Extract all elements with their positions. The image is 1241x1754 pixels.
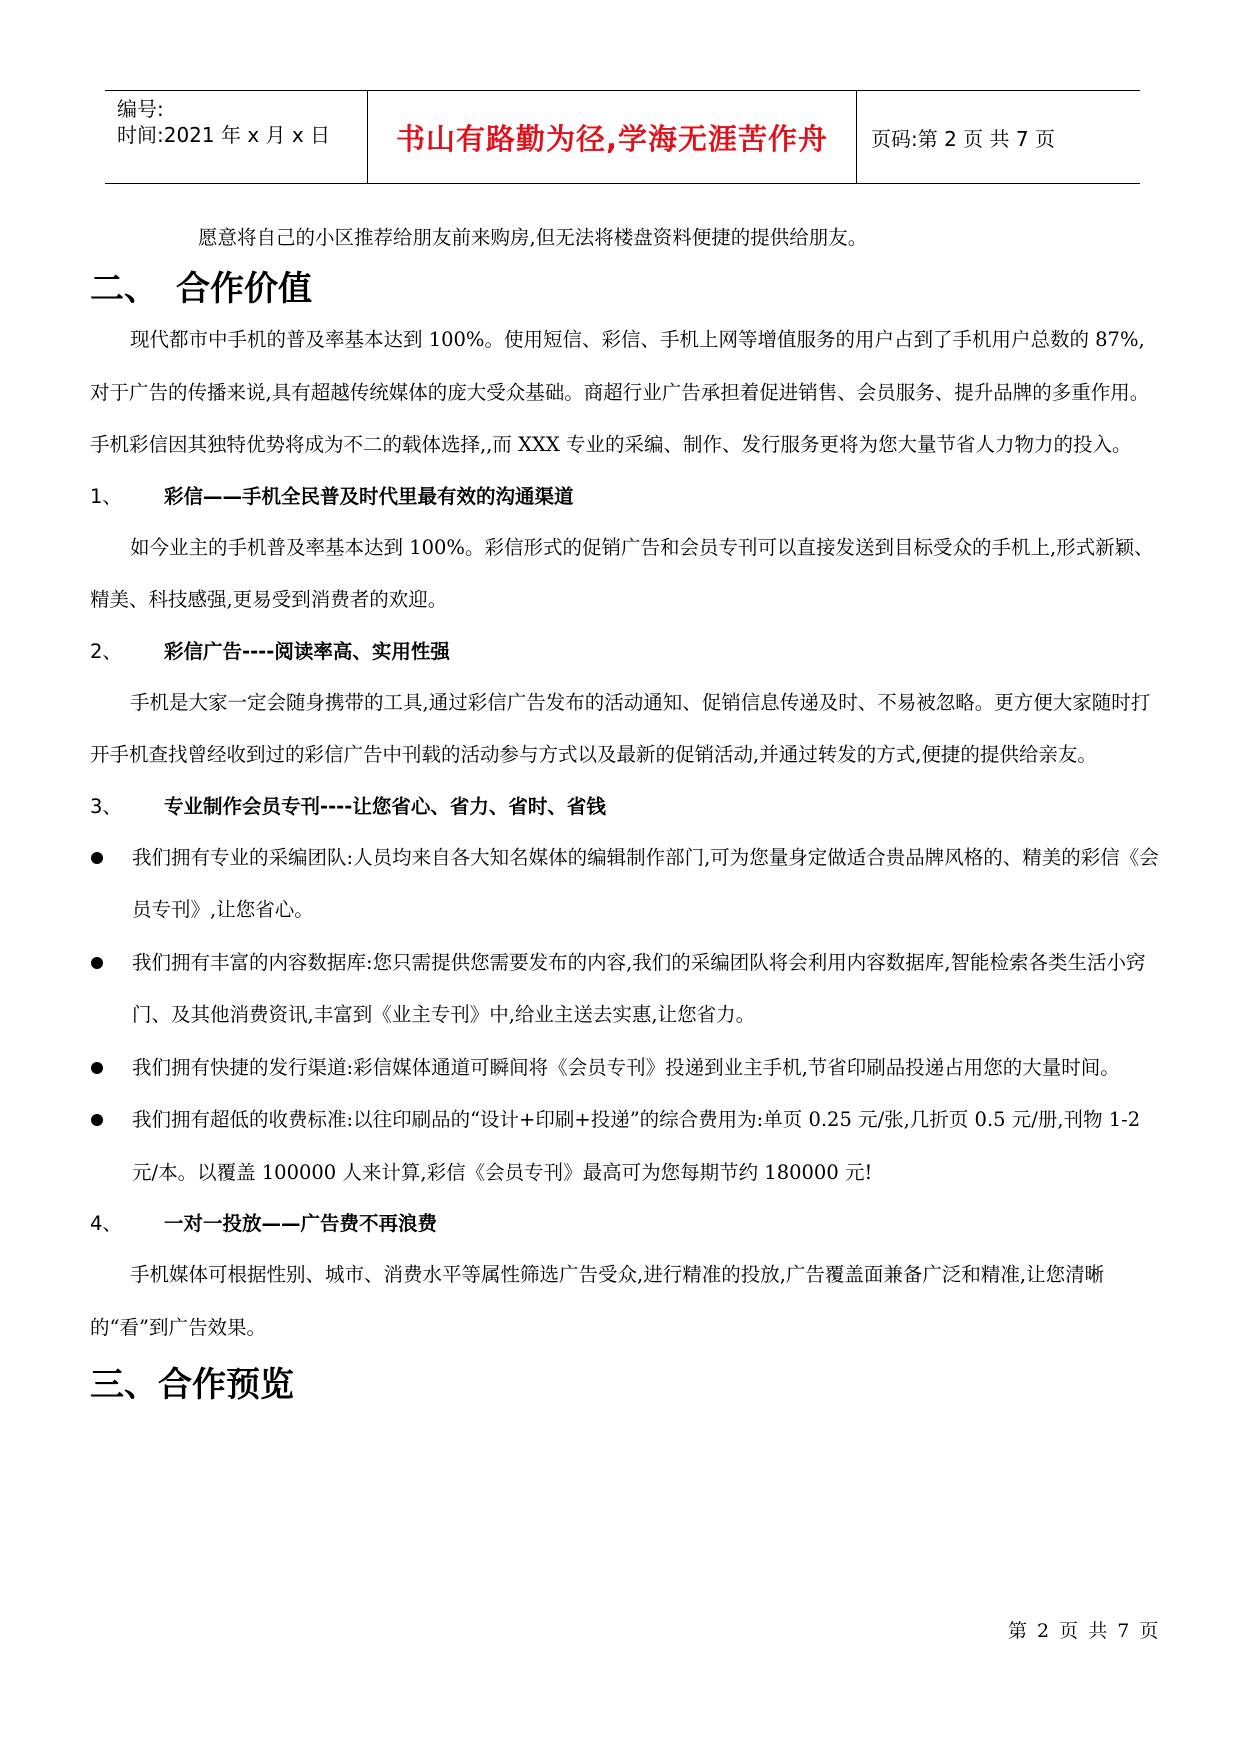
bullet-text: 我们拥有丰富的内容数据库:您只需提供您需要发布的内容,我们的采编团队将会利用内容数据库,智能检索各类生活小窍门、及其他消费资讯,丰富到《业主专刊》中,给业主送去实惠,让您省力。 bbox=[132, 950, 1146, 1026]
page-footer: 第 2 页 共 7 页 bbox=[1008, 1620, 1161, 1642]
header-motto-cell bbox=[368, 91, 857, 183]
subsection-heading bbox=[90, 782, 1160, 832]
header-page-cell bbox=[857, 91, 1140, 183]
page-header bbox=[105, 90, 1140, 184]
section-2-number: 二、 bbox=[90, 269, 158, 309]
subsection-paragraph: 如今业主的手机普及率基本达到 100%。彩信形式的促销广告和会员专刊可以直接发送到目标受众的手机上,形式新颖、精美、科技感强,更易受到消费者的欢迎。 bbox=[90, 535, 1154, 611]
bullet-text: 我们拥有专业的采编团队:人员均来自各大知名媒体的编辑制作部门,可为您量身定做适合贵品牌风格的、精美的彩信《会员专刊》,让您省心。 bbox=[132, 845, 1159, 921]
bullet-text: 我们拥有超低的收费标准:以往印刷品的“设计+印刷+投递”的综合费用为:单页 0.25 元/张,几折页 0.5 元/册,刊物 1-2 元/本。以覆盖 100000 人来计算,彩信《会员专刊》最高可为您每期节约 180000 元! bbox=[132, 1108, 1141, 1184]
bullet-icon bbox=[90, 1042, 132, 1095]
time-label: 时间:2021 年 x 月 x 日 bbox=[117, 123, 331, 147]
section-3-heading: 三、合作预览 bbox=[90, 1365, 294, 1405]
subsection-title: 彩信——手机全民普及时代里最有效的沟通渠道 bbox=[164, 484, 574, 508]
header-meta-cell bbox=[105, 91, 368, 183]
subsection-number: 4、 bbox=[90, 1212, 122, 1235]
bullet-icon bbox=[90, 1094, 132, 1199]
subsection-heading bbox=[90, 1199, 1160, 1249]
continuation-paragraph: 愿意将自己的小区推荐给朋友前来购房,但无法将楼盘资料便捷的提供给朋友。 bbox=[198, 226, 868, 249]
subsection-title: 彩信广告----阅读率高、实用性强 bbox=[164, 639, 450, 663]
subsection-number: 1、 bbox=[90, 484, 122, 508]
list-item bbox=[90, 1094, 1160, 1199]
section-2-heading bbox=[90, 264, 1160, 314]
document-body bbox=[90, 218, 1160, 1410]
subsection-title: 一对一投放——广告费不再浪费 bbox=[164, 1212, 438, 1235]
page-info: 页码:第 2 页 共 7 页 bbox=[871, 126, 1055, 151]
bullet-icon bbox=[90, 832, 132, 937]
subsection-heading bbox=[90, 472, 1160, 522]
subsection-paragraph: 手机媒体可根据性别、城市、消费水平等属性筛选广告受众,进行精准的投放,广告覆盖面兼备广泛和精准,让您清晰的“看”到广告效果。 bbox=[90, 1263, 1105, 1339]
list-item bbox=[90, 937, 1160, 1042]
motto-text: 书山有路勤为径,学海无涯苦作舟 bbox=[395, 121, 829, 156]
subsection-number: 2、 bbox=[90, 639, 122, 663]
bullet-text: 我们拥有快捷的发行渠道:彩信媒体通道可瞬间将《会员专刊》投递到业主手机,节省印刷品投递占用您的大量时间。 bbox=[132, 1055, 1120, 1079]
subsection-paragraph: 手机是大家一定会随身携带的工具,通过彩信广告发布的活动通知、促销信息传递及时、不易被忽略。更方便大家随时打开手机查找曾经收到过的彩信广告中刊载的活动参与方式以及最新的促销活动,并通过转发的方式,便捷的提供给亲友。 bbox=[90, 690, 1151, 766]
list-item bbox=[90, 1042, 1160, 1095]
subsection-title: 专业制作会员专刊----让您省心、省力、省时、省钱 bbox=[164, 794, 606, 818]
list-item bbox=[90, 832, 1160, 937]
bullet-icon bbox=[90, 937, 132, 1042]
section-2-title: 合作价值 bbox=[176, 269, 312, 309]
subsection-number: 3、 bbox=[90, 794, 122, 818]
section-2-intro: 现代都市中手机的普及率基本达到 100%。使用短信、彩信、手机上网等增值服务的用户占到了手机用户总数的 87%,对于广告的传播来说,具有超越传统媒体的庞大受众基础。商超行业广告承担着促进销售、会员服务、提升品牌的多重作用。手机彩信因其独特优势将成为不二的载体选择,,而 XXX 专业的采编、制作、发行服务更将为您大量节省人力物力的投入。 bbox=[90, 328, 1150, 456]
number-label: 编号: bbox=[117, 97, 164, 121]
subsection-heading bbox=[90, 627, 1160, 677]
